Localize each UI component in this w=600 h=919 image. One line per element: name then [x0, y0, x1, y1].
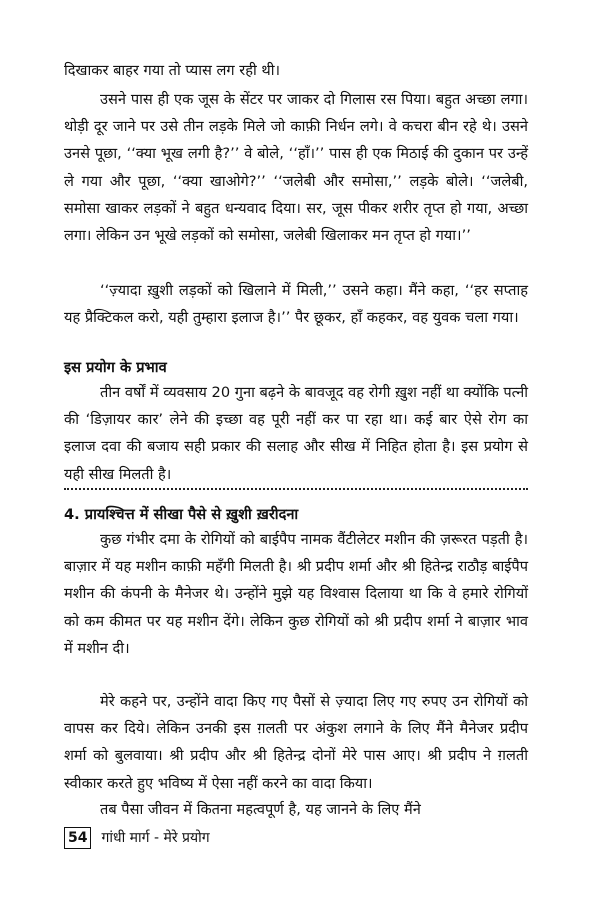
section-heading-4: 4. प्रायश्चित्त में सीखा पैसे से ख़ुशी ख़रीदना	[64, 506, 299, 523]
paragraph-effects: तीन वर्षों में व्यवसाय 20 गुना बढ़ने के बावजूद वह रोगी ख़ुश नहीं था क्योंकि पत्नी की ‘डिज़ायर कार’ लेने की इच्छा वह पूरी नहीं कर पा रहा था। कई बार ऐसे रोग का इलाज दवा की बजाय सही प्रकार की सलाह और सीख में निहित होता है। इस प्रयोग से यही सीख मिलती है।	[64, 384, 528, 483]
paragraph-happiness: ‘‘ज़्यादा ख़ुशी लड़कों को खिलाने में मिली,’’ उसने कहा। मैंने कहा, ‘‘हर सप्ताह यह प्रैक्टिकल करो, यही तुम्हारा इलाज है।’’ पैर छूकर, हाँ कहकर, वह युवक चला गया।	[64, 282, 528, 327]
paragraph-closing: तब पैसा जीवन में कितना महत्वपूर्ण है, यह जानने के लिए मैंने	[100, 801, 421, 818]
page-footer	[64, 826, 210, 850]
paragraph-juice-story: उसने पास ही एक जूस के सेंटर पर जाकर दो गिलास रस पिया। बहुत अच्छा लगा। थोड़ी दूर जाने पर उसे तीन लड़के मिले जो काफ़ी निर्धन लगे। वे कचरा बीन रहे थे। उसने उनसे पूछा, ‘‘क्या भूख लगी है?’’ वे बोले, ‘‘हाँ।’’ पास ही एक मिठाई की दुकान पर उन्हें ले गया और पूछा, ‘‘क्या खाओगे?’’ ‘‘जलेबी और समोसा,’’ लड़के बोले। ‘‘जलेबी, समोसा खाकर लड़कों ने बहुत धन्यवाद दिया। सर, जूस पीकर शरीर तृप्त हो गया, अच्छा लगा। लेकिन उन भूखे लड़कों को समोसा, जलेबी खिलाकर मन तृप्त हो गया।’’	[64, 91, 528, 245]
paragraph-bipap: कुछ गंभीर दमा के रोगियों को बाईपैप नामक वैंटीलेटर मशीन की ज़रूरत पड़ती है। बाज़ार में यह मशीन काफ़ी महँगी मिलती है। श्री प्रदीप शर्मा और श्री हितेन्द्र राठौड़ बाईपैप मशीन की कंपनी के मैनेजर थे। उन्होंने मुझे यह विश्वास दिलाया था कि वे हमारे रोगियों को कम कीमत पर यह मशीन देंगे। लेकिन कुछ रोगियों को श्री प्रदीप शर्मा ने बाज़ार भाव में मशीन दी।	[64, 531, 528, 657]
paragraph-refund: मेरे कहने पर, उन्होंने वादा किए गए पैसों से ज़्यादा लिए गए रुपए उन रोगियों को वापस कर दिये। लेकिन उनकी इस ग़लती पर अंकुश लगाने के लिए मैंने मैनेजर प्रदीप शर्मा को बुलवाया। श्री प्रदीप और श्री हितेन्द्र दोनों मेरे पास आए। श्री प्रदीप ने ग़लती स्वीकार करते हुए भविष्य में ऐसा नहीं करने का वादा किया।	[64, 693, 528, 792]
paragraph-continuation: दिखाकर बाहर गया तो प्यास लग रही थी।	[64, 62, 281, 79]
section-heading-effects: इस प्रयोग के प्रभाव	[64, 359, 167, 376]
page-number: 54	[64, 827, 91, 849]
dotted-divider	[64, 488, 528, 490]
book-title: गांधी मार्ग - मेरे प्रयोग	[101, 830, 210, 846]
